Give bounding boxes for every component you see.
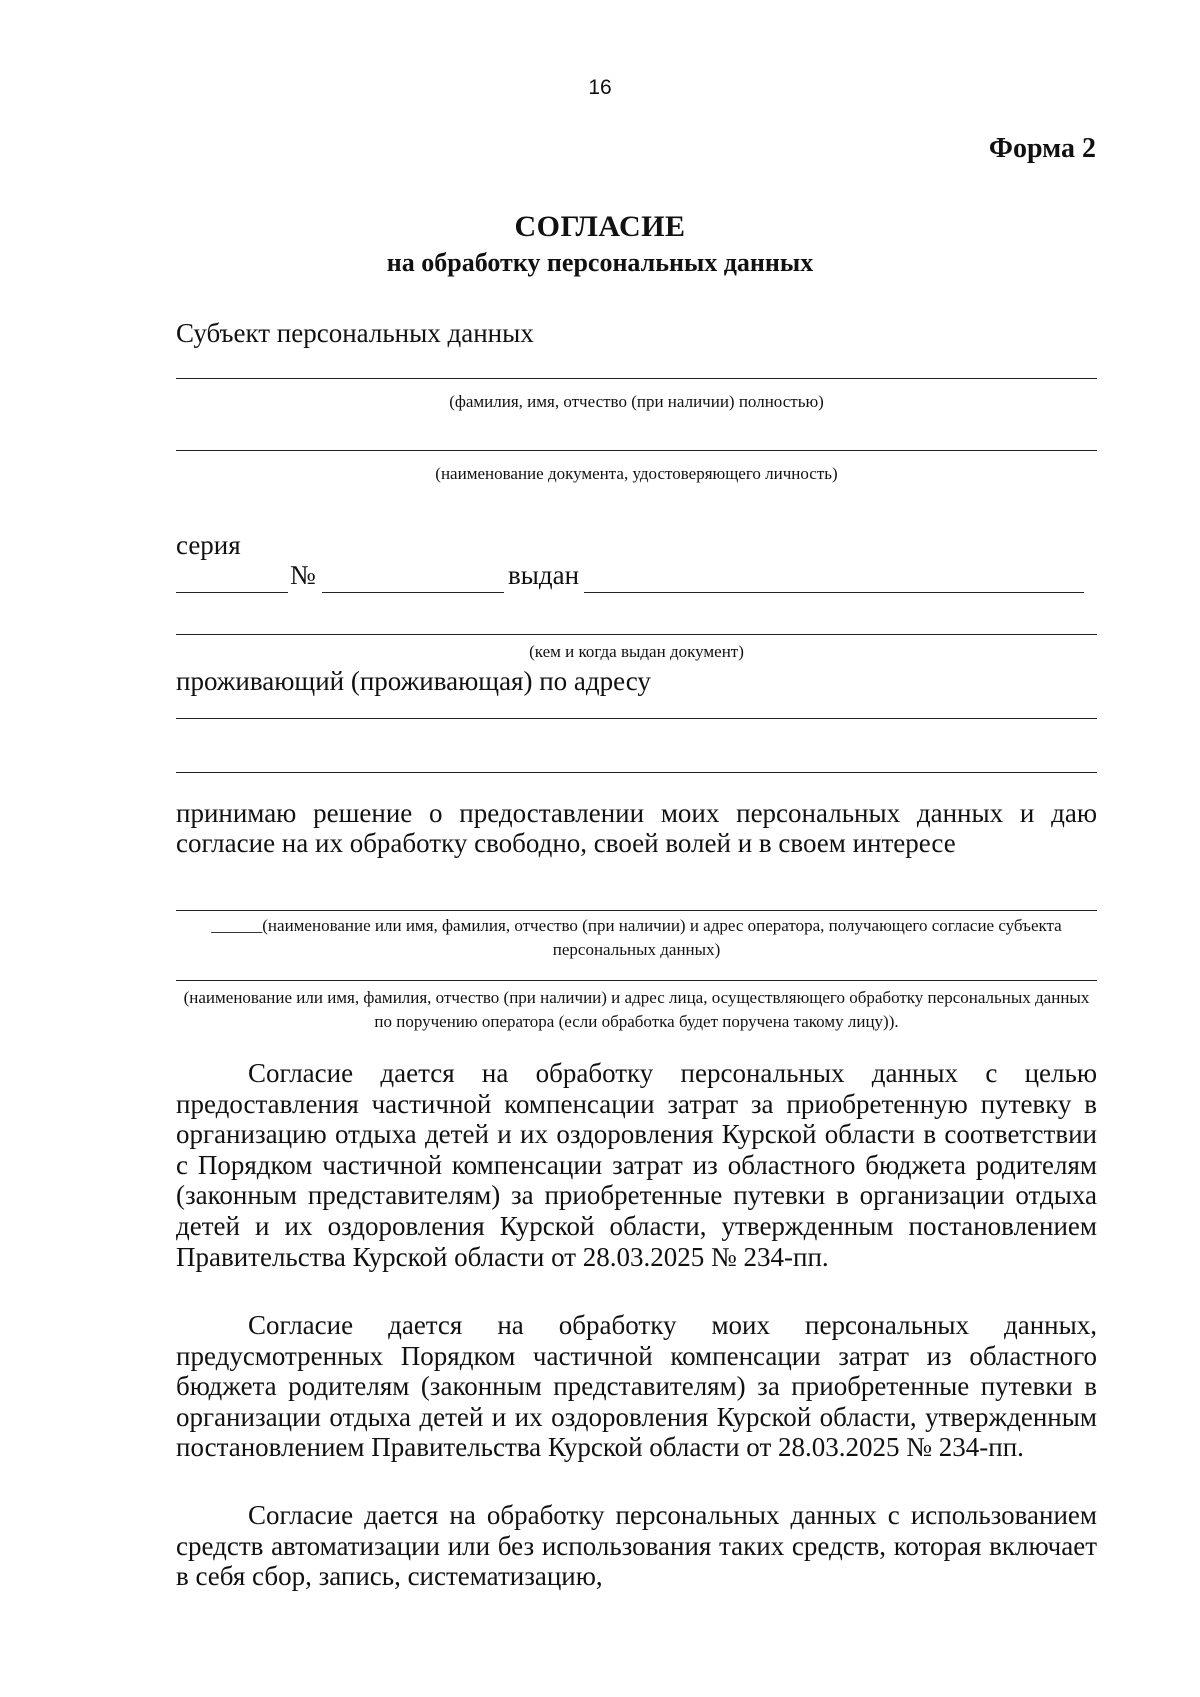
processor-caption: (наименование или имя, фамилия, отчество (при наличии) и адрес лица, осуществляющего обработку персональных данных по поручению оператора (если обработка будет поручена такому лицу)). (183, 988, 1090, 1031)
subject-label: Субъект персональных данных (176, 318, 534, 348)
paragraph-text: Согласие дается на обработку персональных данных с использованием средств автоматизации или без использования таких средств, которая включает в себя сбор, запись, систематизацию, (176, 1500, 1097, 1592)
full-name-field-line[interactable] (176, 378, 1097, 379)
issued-field-line[interactable] (584, 592, 1084, 593)
operator-caption: ______(наименование или имя, фамилия, отчество (при наличии) и адрес оператора, получающего согласие субъекта персональных данных) (211, 916, 1062, 959)
issued-by-caption: (кем и когда выдан документ) (529, 642, 744, 661)
decision-text: принимаю решение о предоставлении моих персональных данных и даю согласие на их обработку свободно, своей волей и в своем интересе (176, 798, 1097, 858)
operator-field-line[interactable] (176, 910, 1097, 911)
processor-field-line[interactable] (176, 980, 1097, 981)
document-title: СОГЛАСИЕ (514, 210, 686, 243)
form-label: Форма 2 (988, 133, 1096, 164)
number-label: № (290, 560, 316, 590)
id-document-field-line[interactable] (176, 450, 1097, 451)
consent-paragraph-purpose (176, 1058, 1097, 1272)
paragraph-text: Согласие дается на обработку персональных данных с целью предоставления частичной компенсации затрат за приобретенную путевку в организацию отдыха детей и их оздоровления Курской области в соответствии с Порядком частичной компенсации затрат из областного бюджета родителям (законным представителям) за приобретенные путевки в организации отдыха детей и их оздоровления Курской области, утвержденным постановлением Правительства Курской области от 28.03.2025 № 234-пп. (176, 1058, 1097, 1272)
id-document-caption: (наименование документа, удостоверяющего личность) (435, 464, 838, 483)
full-name-caption: (фамилия, имя, отчество (при наличии) полностью) (449, 392, 824, 411)
issued-label: выдан (508, 560, 580, 590)
series-field-line[interactable] (176, 592, 288, 593)
address-label: проживающий (проживающая) по адресу (176, 666, 651, 696)
address-field-line-1[interactable] (176, 718, 1097, 719)
number-field-line[interactable] (322, 592, 504, 593)
paragraph-text: Согласие дается на обработку моих персональных данных, предусмотренных Порядком частичной компенсации затрат из областного бюджета родителям (законным представителям) за приобретенные путевки в организации отдыха детей и их оздоровления Курской области, утвержденным постановлением Правительства Курской области от 28.03.2025 № 234-пп. (176, 1310, 1097, 1463)
document-subtitle: на обработку персональных данных (386, 248, 814, 277)
consent-paragraph-data-scope (176, 1310, 1097, 1463)
page-number: 16 (588, 76, 612, 99)
consent-paragraph-processing-methods (176, 1500, 1097, 1592)
series-label: серия (176, 530, 241, 560)
address-field-line-2[interactable] (176, 772, 1097, 773)
issued-by-field-line[interactable] (176, 634, 1097, 635)
